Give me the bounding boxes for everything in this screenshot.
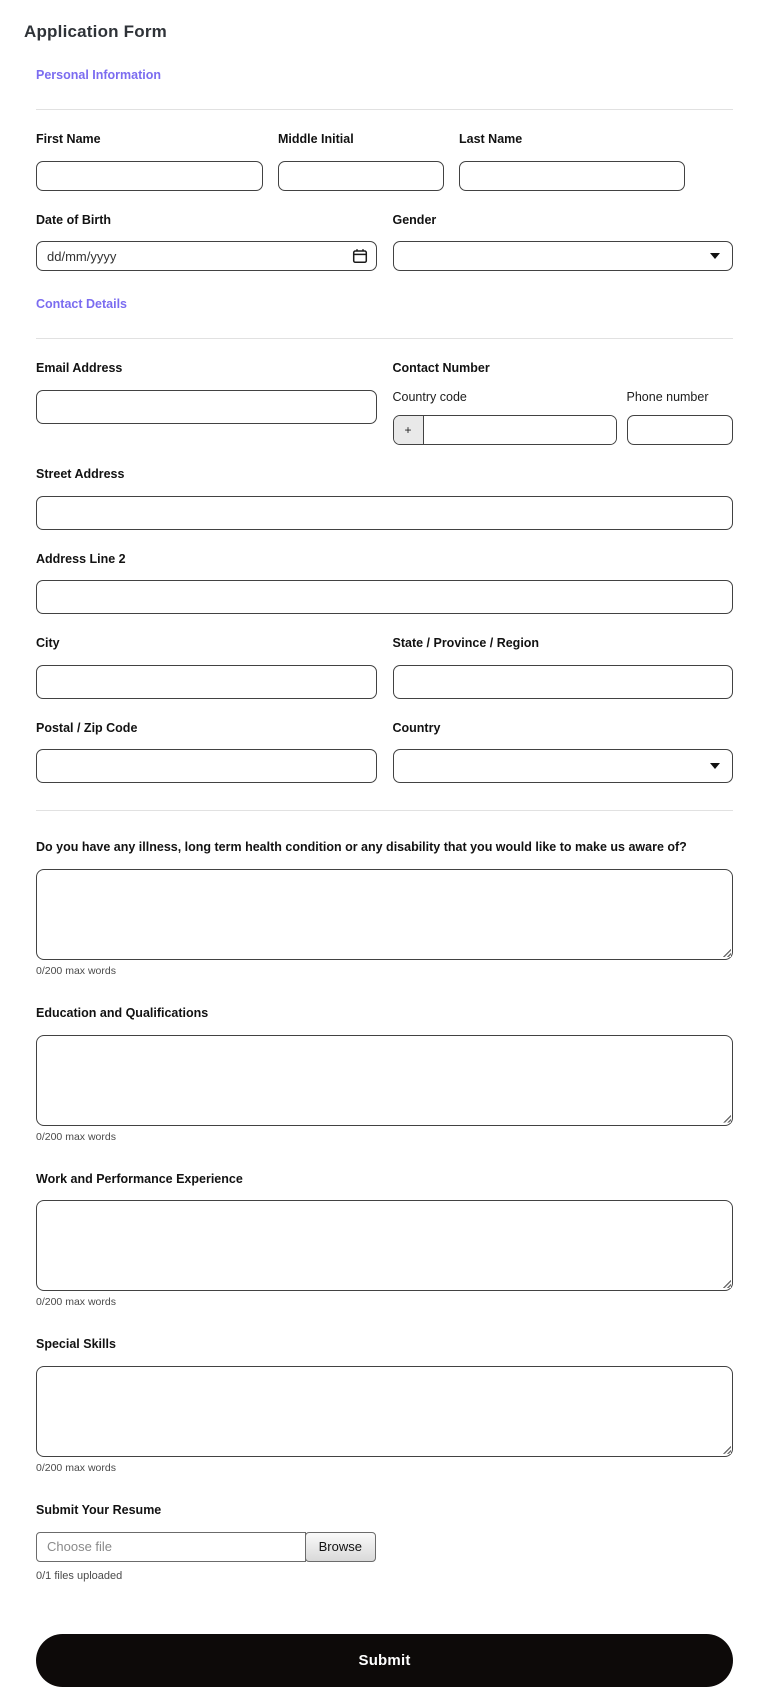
city-field — [36, 636, 377, 699]
divider — [36, 810, 733, 811]
health-question-field — [36, 840, 733, 977]
first-name-input[interactable] — [36, 161, 263, 191]
last-name-label: Last Name — [459, 132, 523, 146]
last-name-input[interactable] — [459, 161, 685, 191]
dob-field — [36, 213, 377, 272]
education-field — [36, 1006, 733, 1143]
dob-label: Date of Birth — [36, 212, 111, 227]
middle-initial-label: Middle Initial — [278, 132, 354, 146]
gender-field — [393, 213, 734, 272]
special-skills-textarea[interactable] — [36, 1366, 733, 1457]
middle-initial-input[interactable] — [278, 161, 444, 191]
street-address-field — [36, 467, 733, 530]
country-field — [393, 721, 734, 784]
city-label: City — [36, 636, 60, 651]
special-skills-label: Special Skills — [36, 1337, 116, 1352]
email-contact-row — [36, 339, 733, 445]
work-experience-label: Work and Performance Experience — [36, 1171, 243, 1186]
special-skills-field — [36, 1337, 733, 1474]
first-name-field — [36, 132, 263, 191]
country-code-prefix: + — [394, 416, 424, 444]
section-heading-personal: Personal Information — [36, 68, 162, 82]
postal-label: Postal / Zip Code — [36, 720, 138, 735]
country-select[interactable] — [393, 749, 734, 783]
file-name-placeholder[interactable]: Choose file — [36, 1532, 306, 1562]
dob-input[interactable] — [36, 241, 377, 271]
health-question-label: Do you have any illness, long term health condition or any disability that you would like to make us aware of? — [36, 840, 687, 855]
education-textarea[interactable] — [36, 1035, 733, 1126]
word-counter: 0/200 max words — [36, 1130, 116, 1143]
contact-number-field — [393, 361, 734, 445]
work-experience-textarea[interactable] — [36, 1200, 733, 1291]
file-upload-control[interactable] — [36, 1532, 376, 1562]
upload-status: 0/1 files uploaded — [36, 1569, 123, 1582]
gender-label: Gender — [392, 212, 437, 227]
email-label: Email Address — [36, 361, 123, 376]
contact-number-label: Contact Number — [392, 361, 490, 376]
email-field — [36, 361, 377, 445]
middle-initial-field — [278, 132, 444, 191]
state-input[interactable] — [393, 665, 734, 699]
country-label: Country — [392, 720, 441, 735]
postal-country-row — [36, 699, 733, 784]
phone-number-label: Phone number — [626, 389, 709, 404]
address-line2-input[interactable] — [36, 580, 733, 614]
country-code-label: Country code — [392, 389, 467, 404]
address-line2-field — [36, 552, 733, 615]
postal-field — [36, 721, 377, 784]
state-label: State / Province / Region — [392, 636, 540, 651]
gender-select[interactable] — [393, 241, 734, 271]
postal-input[interactable] — [36, 749, 377, 783]
resume-label: Submit Your Resume — [36, 1502, 162, 1517]
last-name-field — [459, 132, 685, 191]
email-input[interactable] — [36, 390, 377, 424]
phone-number-group — [627, 390, 734, 445]
first-name-label: First Name — [36, 132, 101, 146]
city-state-row — [36, 614, 733, 699]
street-address-input[interactable] — [36, 496, 733, 530]
submit-button[interactable]: Submit — [36, 1634, 733, 1687]
resume-field — [36, 1503, 733, 1582]
page-title: Application Form — [24, 22, 167, 41]
address-line2-label: Address Line 2 — [36, 551, 126, 566]
word-counter: 0/200 max words — [36, 1296, 116, 1309]
browse-button[interactable]: Browse — [305, 1532, 376, 1562]
work-experience-field — [36, 1172, 733, 1309]
word-counter: 0/200 max words — [36, 1461, 116, 1474]
country-code-input[interactable] — [424, 416, 616, 444]
application-form — [24, 68, 744, 1687]
education-label: Education and Qualifications — [36, 1006, 209, 1020]
dob-gender-row — [36, 191, 733, 272]
section-heading-contact: Contact Details — [36, 297, 127, 312]
phone-number-input[interactable] — [627, 415, 734, 445]
city-input[interactable] — [36, 665, 377, 699]
name-row — [36, 110, 733, 191]
country-code-group — [393, 390, 617, 445]
state-field — [393, 636, 734, 699]
word-counter: 0/200 max words — [36, 965, 116, 977]
street-address-label: Street Address — [36, 466, 125, 481]
health-question-textarea[interactable] — [36, 869, 733, 960]
